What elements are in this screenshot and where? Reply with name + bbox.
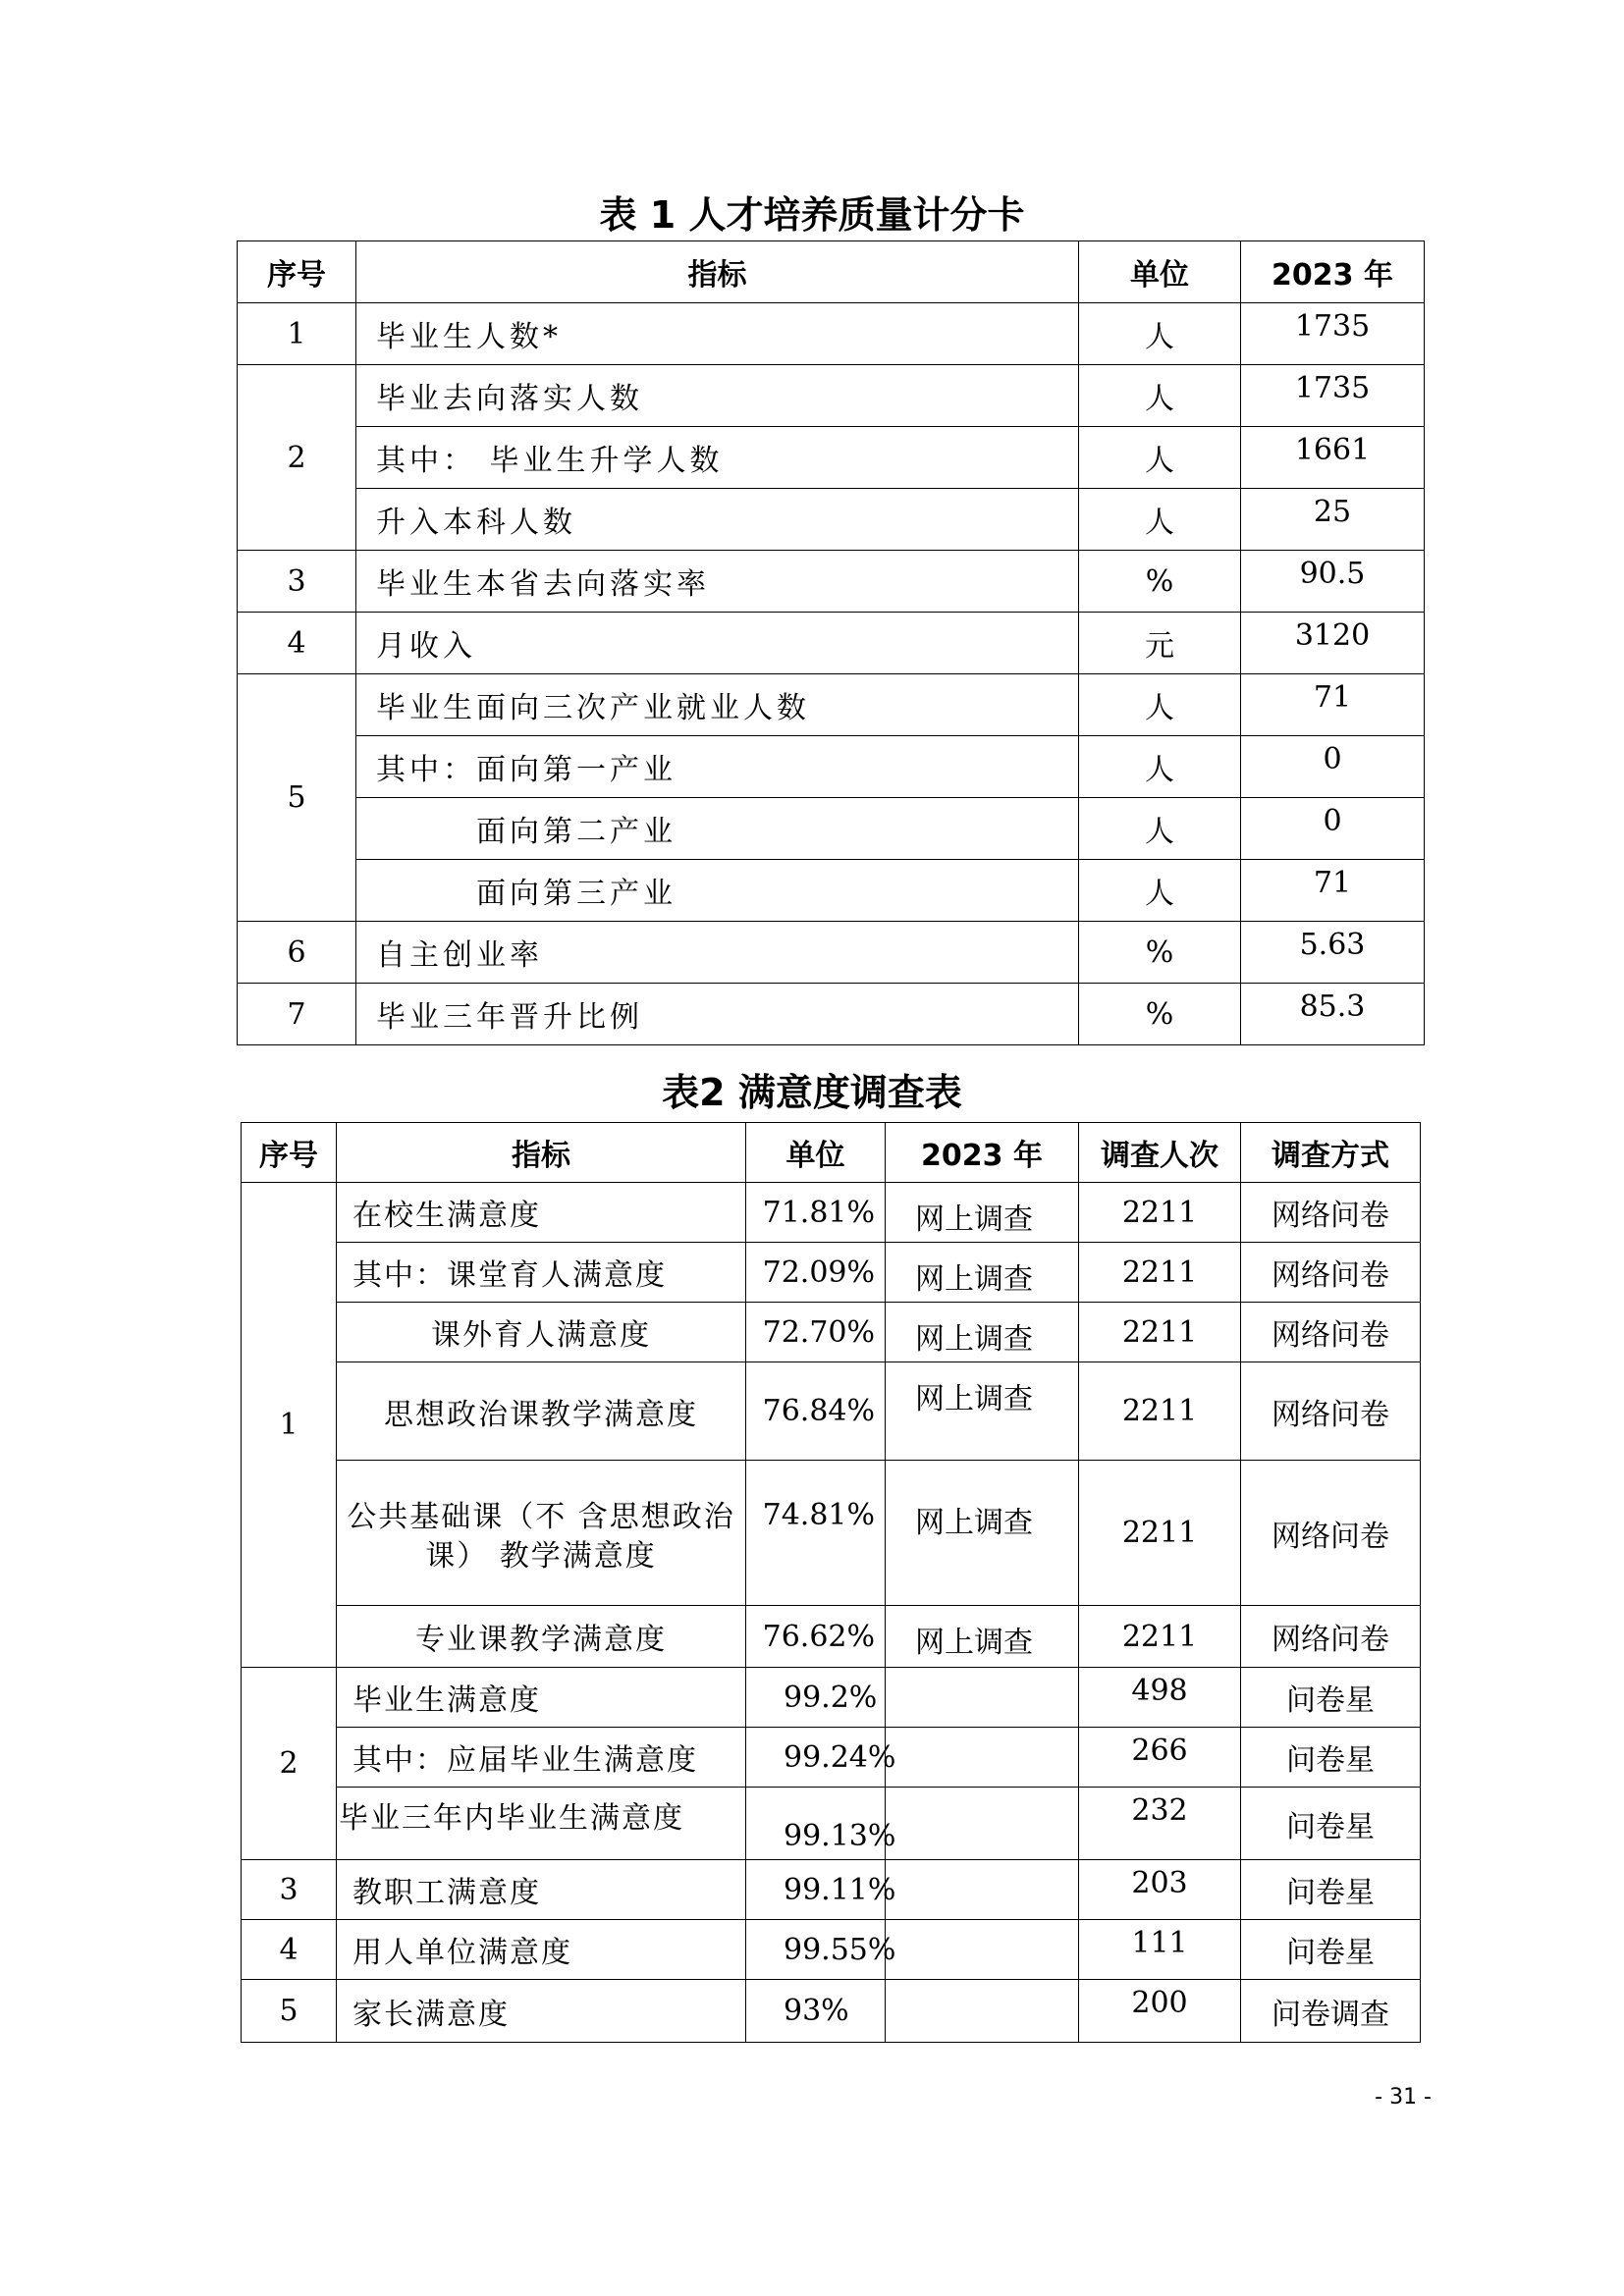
cell-value: 0	[1241, 798, 1425, 860]
table-row	[238, 489, 1425, 551]
cell-unit: 元	[1079, 613, 1241, 674]
cell-unit: 人	[1079, 489, 1241, 551]
cell-value: 85.3	[1241, 984, 1425, 1045]
cell-survey-mode: 网上调查	[886, 1183, 1079, 1243]
cell-value: 99.2%	[746, 1668, 886, 1728]
cell-survey-count: 266	[1079, 1728, 1241, 1788]
header-survey-count: 调查人次	[1079, 1123, 1241, 1183]
header-year: 2023 年	[1241, 241, 1425, 303]
header-indicator: 指标	[356, 241, 1079, 303]
cell-survey-count: 2211	[1079, 1243, 1241, 1303]
cell-seq: 5	[238, 674, 356, 922]
header-survey-method: 调查方式	[1241, 1123, 1421, 1183]
cell-unit: 人	[1079, 427, 1241, 489]
cell-value: 99.55%	[746, 1920, 886, 1980]
cell-survey-mode: 网上调查	[886, 1303, 1079, 1362]
cell-indicator: 其中：面向第一产业	[356, 736, 1079, 798]
cell-survey-count: 200	[1079, 1980, 1241, 2043]
cell-value: 71.81%	[746, 1183, 886, 1243]
cell-unit: %	[1079, 984, 1241, 1045]
header-seq: 序号	[238, 241, 356, 303]
page-number: - 31 -	[1375, 2085, 1432, 2109]
cell-value: 5.63	[1241, 922, 1425, 984]
cell-seq: 3	[242, 1860, 337, 1920]
cell-survey-method: 网络问卷	[1241, 1303, 1421, 1362]
cell-value: 99.13%	[746, 1788, 886, 1860]
cell-indicator: 面向第二产业	[356, 798, 1079, 860]
cell-seq: 3	[238, 551, 356, 613]
cell-indicator: 毕业三年内毕业生满意度	[337, 1788, 746, 1860]
cell-unit: 人	[1079, 736, 1241, 798]
cell-survey-mode	[886, 1668, 1079, 1728]
cell-seq: 2	[238, 365, 356, 551]
cell-value: 93%	[746, 1980, 886, 2043]
cell-survey-mode	[886, 1860, 1079, 1920]
table-row	[238, 798, 1425, 860]
cell-unit: 人	[1079, 365, 1241, 427]
header-year: 2023 年	[886, 1123, 1079, 1183]
cell-seq: 4	[238, 613, 356, 674]
table-row	[242, 1668, 1421, 1728]
cell-survey-method: 网络问卷	[1241, 1461, 1421, 1606]
cell-indicator: 其中： 毕业生升学人数	[356, 427, 1079, 489]
cell-unit: 人	[1079, 860, 1241, 922]
cell-value: 72.70%	[746, 1303, 886, 1362]
table-row	[242, 1183, 1421, 1243]
talent-quality-scorecard-table	[237, 240, 1425, 1045]
cell-seq: 2	[242, 1668, 337, 1860]
cell-survey-mode: 网上调查	[886, 1606, 1079, 1668]
cell-value: 71	[1241, 860, 1425, 922]
cell-survey-mode: 网上调查	[886, 1362, 1079, 1461]
cell-survey-count: 111	[1079, 1920, 1241, 1980]
cell-value: 90.5	[1241, 551, 1425, 613]
cell-survey-count: 2211	[1079, 1461, 1241, 1606]
cell-survey-count: 2211	[1079, 1362, 1241, 1461]
cell-survey-count: 232	[1079, 1788, 1241, 1860]
cell-indicator: 其中：课堂育人满意度	[337, 1243, 746, 1303]
table-row	[242, 1243, 1421, 1303]
header-unit: 单位	[746, 1123, 886, 1183]
cell-unit: %	[1079, 551, 1241, 613]
table-row	[238, 613, 1425, 674]
cell-indicator: 公共基础课（不 含思想政治课） 教学满意度	[337, 1461, 746, 1606]
table-row	[238, 551, 1425, 613]
cell-survey-count: 2211	[1079, 1183, 1241, 1243]
cell-indicator: 家长满意度	[337, 1980, 746, 2043]
table-row	[242, 1860, 1421, 1920]
header-indicator: 指标	[337, 1123, 746, 1183]
cell-survey-count: 203	[1079, 1860, 1241, 1920]
cell-survey-mode: 网上调查	[886, 1243, 1079, 1303]
cell-indicator: 毕业生人数*	[356, 303, 1079, 365]
cell-indicator: 思想政治课教学满意度	[337, 1362, 746, 1461]
cell-value: 71	[1241, 674, 1425, 736]
cell-value: 99.11%	[746, 1860, 886, 1920]
cell-survey-method: 问卷星	[1241, 1668, 1421, 1728]
table-header-row	[238, 241, 1425, 303]
table-row	[242, 1728, 1421, 1788]
table-row	[242, 1980, 1421, 2043]
cell-indicator: 毕业生满意度	[337, 1668, 746, 1728]
table-header-row	[242, 1123, 1421, 1183]
cell-survey-mode: 网上调查	[886, 1461, 1079, 1606]
cell-value: 3120	[1241, 613, 1425, 674]
table-row	[242, 1303, 1421, 1362]
cell-indicator: 面向第三产业	[356, 860, 1079, 922]
cell-value: 1661	[1241, 427, 1425, 489]
cell-survey-method: 网络问卷	[1241, 1183, 1421, 1243]
cell-survey-method: 网络问卷	[1241, 1243, 1421, 1303]
table-row	[242, 1606, 1421, 1668]
cell-survey-method: 网络问卷	[1241, 1606, 1421, 1668]
cell-value: 0	[1241, 736, 1425, 798]
cell-value: 1735	[1241, 365, 1425, 427]
cell-indicator: 用人单位满意度	[337, 1920, 746, 1980]
cell-survey-mode	[886, 1980, 1079, 2043]
cell-indicator: 在校生满意度	[337, 1183, 746, 1243]
cell-unit: 人	[1079, 674, 1241, 736]
table-row	[238, 736, 1425, 798]
cell-value: 99.24%	[746, 1728, 886, 1788]
cell-seq: 7	[238, 984, 356, 1045]
cell-survey-method: 问卷星	[1241, 1920, 1421, 1980]
cell-survey-count: 498	[1079, 1668, 1241, 1728]
cell-survey-method: 问卷星	[1241, 1860, 1421, 1920]
cell-indicator: 专业课教学满意度	[337, 1606, 746, 1668]
table-row	[238, 860, 1425, 922]
cell-seq: 1	[238, 303, 356, 365]
table-row	[238, 922, 1425, 984]
cell-indicator: 教职工满意度	[337, 1860, 746, 1920]
table1-title: 表 1 人才培养质量计分卡	[599, 193, 1025, 237]
table-row	[242, 1461, 1421, 1606]
cell-indicator: 毕业三年晋升比例	[356, 984, 1079, 1045]
cell-survey-mode	[886, 1788, 1079, 1860]
table-row	[242, 1362, 1421, 1461]
table2-title: 表2 满意度调查表	[662, 1071, 962, 1114]
header-unit: 单位	[1079, 241, 1241, 303]
cell-value: 72.09%	[746, 1243, 886, 1303]
table-row	[238, 984, 1425, 1045]
cell-seq: 6	[238, 922, 356, 984]
cell-indicator: 自主创业率	[356, 922, 1079, 984]
cell-unit: %	[1079, 922, 1241, 984]
table-row	[238, 674, 1425, 736]
cell-seq: 5	[242, 1980, 337, 2043]
cell-survey-method: 问卷星	[1241, 1728, 1421, 1788]
satisfaction-survey-table	[241, 1122, 1421, 2043]
header-seq: 序号	[242, 1123, 337, 1183]
cell-value: 1735	[1241, 303, 1425, 365]
cell-indicator: 其中：应届毕业生满意度	[337, 1728, 746, 1788]
cell-indicator: 毕业生本省去向落实率	[356, 551, 1079, 613]
cell-value: 25	[1241, 489, 1425, 551]
cell-survey-method: 问卷调查	[1241, 1980, 1421, 2043]
cell-indicator: 毕业生面向三次产业就业人数	[356, 674, 1079, 736]
cell-unit: 人	[1079, 798, 1241, 860]
cell-seq: 4	[242, 1920, 337, 1980]
table-row	[238, 427, 1425, 489]
cell-value: 76.62%	[746, 1606, 886, 1668]
cell-indicator: 升入本科人数	[356, 489, 1079, 551]
cell-survey-count: 2211	[1079, 1303, 1241, 1362]
cell-survey-count: 2211	[1079, 1606, 1241, 1668]
cell-value: 74.81%	[746, 1461, 886, 1606]
cell-survey-method: 问卷星	[1241, 1788, 1421, 1860]
cell-indicator: 课外育人满意度	[337, 1303, 746, 1362]
cell-unit: 人	[1079, 303, 1241, 365]
table-row	[238, 303, 1425, 365]
cell-survey-mode	[886, 1920, 1079, 1980]
cell-survey-method: 网络问卷	[1241, 1362, 1421, 1461]
table-row	[242, 1920, 1421, 1980]
cell-value: 76.84%	[746, 1362, 886, 1461]
cell-indicator: 月收入	[356, 613, 1079, 674]
cell-indicator: 毕业去向落实人数	[356, 365, 1079, 427]
cell-seq: 1	[242, 1183, 337, 1668]
cell-survey-mode	[886, 1728, 1079, 1788]
table-row	[238, 365, 1425, 427]
table-row	[242, 1788, 1421, 1860]
